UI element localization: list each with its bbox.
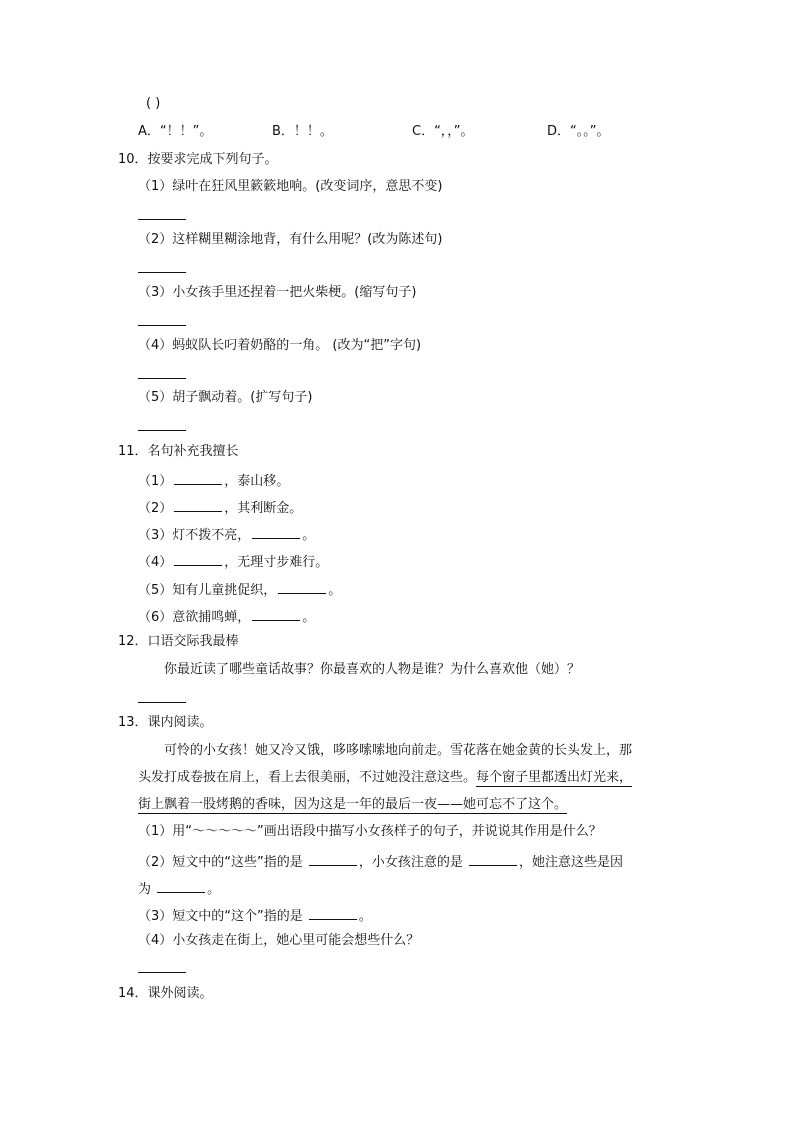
q13-passage-line-3 bbox=[138, 798, 567, 811]
q11-title: 11．名句补充我擅长 bbox=[118, 444, 239, 459]
q10-item-2: （2）这样糊里糊涂地背，有什么用呢？(改为陈述句) bbox=[138, 232, 443, 247]
q10-answer-line-4[interactable] bbox=[138, 378, 186, 379]
q13-question-1: （1）用“～～～～～”画出语段中描写小女孩样子的句子，并说说其作用是什么？ bbox=[138, 824, 602, 839]
q11-item-5 bbox=[138, 581, 341, 597]
q9-option-a: A．“！！”。 bbox=[138, 124, 213, 139]
q13-q2-part-d: 为 bbox=[138, 882, 152, 897]
q11-item-2-post: ，其利断金。 bbox=[224, 501, 303, 516]
q13-question-2-cont bbox=[138, 880, 220, 896]
q11-blank-3[interactable] bbox=[252, 526, 300, 539]
q11-item-6-post: 。 bbox=[302, 610, 316, 625]
q13-q2-blank-1[interactable] bbox=[309, 853, 357, 866]
q13-question-3 bbox=[138, 907, 372, 923]
q10-answer-line-3[interactable] bbox=[138, 325, 186, 326]
q13-question-2 bbox=[138, 853, 623, 869]
q14-title: 14．课外阅读。 bbox=[118, 986, 213, 1001]
q11-item-1-pre: （1） bbox=[138, 474, 173, 489]
q13-passage-line-1: 可怜的小女孩！她又冷又饿，哆哆嗦嗦地向前走。雪花落在她金黄的长头发上，那 bbox=[164, 743, 633, 758]
q10-item-1: （1）绿叶在狂风里簌簌地响。(改变词序，意思不变) bbox=[138, 179, 443, 194]
q13-answer-line[interactable] bbox=[138, 972, 186, 973]
q9-option-b: B．！！。 bbox=[272, 124, 333, 139]
q13-q2-part-b: ，小女孩注意的是 bbox=[358, 855, 463, 870]
q11-blank-1[interactable] bbox=[174, 472, 222, 485]
q10-item-5: （5）胡子飘动着。(扩写句子) bbox=[138, 390, 313, 405]
q13-q2-blank-3[interactable] bbox=[157, 880, 205, 893]
q13-q3-blank[interactable] bbox=[309, 907, 357, 920]
q11-item-4 bbox=[138, 553, 328, 569]
q10-answer-line-2[interactable] bbox=[138, 272, 186, 273]
q9-option-c: C．“，，”。 bbox=[412, 124, 474, 139]
q9-option-d: D．“。。”。 bbox=[547, 124, 610, 139]
q12-answer-line[interactable] bbox=[138, 702, 186, 703]
q11-item-6 bbox=[138, 608, 315, 624]
q11-blank-5[interactable] bbox=[278, 581, 326, 594]
q11-blank-6[interactable] bbox=[252, 608, 300, 621]
q11-blank-2[interactable] bbox=[174, 499, 222, 512]
q13-passage-underlined-1: 每个窗子里都透出灯光来， bbox=[476, 770, 633, 785]
q11-item-6-pre: （6）意欲捕鸣蝉， bbox=[138, 610, 251, 625]
q11-item-3 bbox=[138, 526, 315, 542]
q13-title: 13．课内阅读。 bbox=[118, 715, 213, 730]
q11-item-5-post: 。 bbox=[328, 583, 342, 598]
q11-blank-4[interactable] bbox=[174, 553, 222, 566]
q13-passage-line-2 bbox=[138, 771, 632, 784]
q13-q2-blank-2[interactable] bbox=[469, 853, 517, 866]
q11-item-4-post: ，无理寸步难行。 bbox=[224, 555, 329, 570]
q9-answer-paren: ( ) bbox=[146, 96, 161, 111]
q11-item-1-post: ，泰山移。 bbox=[224, 474, 290, 489]
q10-title: 10．按要求完成下列句子。 bbox=[118, 152, 278, 167]
q12-title: 12．口语交际我最棒 bbox=[118, 634, 239, 649]
q10-answer-line-1[interactable] bbox=[138, 219, 186, 220]
q13-question-4: （4）小女孩走在街上，她心里可能会想些什么？ bbox=[138, 933, 420, 948]
q10-item-3: （3）小女孩手里还捏着一把火柴梗。(缩写句子) bbox=[138, 285, 417, 300]
q12-prompt: 你最近读了哪些童话故事？你最喜欢的人物是谁？为什么喜欢他（她）？ bbox=[164, 662, 581, 677]
q11-item-2 bbox=[138, 499, 302, 515]
q11-item-3-pre: （3）灯不拨不亮， bbox=[138, 528, 251, 543]
q13-q3-part-b: 。 bbox=[358, 909, 372, 924]
q13-q2-part-e: 。 bbox=[207, 882, 221, 897]
q13-passage-underlined-2: 街上飘着一股烤鹅的香味，因为这是一年的最后一夜——她可忘不了这个。 bbox=[138, 797, 568, 812]
q13-q3-part-a: （3）短文中的“这个”指的是 bbox=[138, 909, 303, 924]
q13-q2-part-c: ，她注意这些是因 bbox=[519, 855, 624, 870]
q13-passage-line-2-text: 头发打成卷披在肩上，看上去很美丽，不过她没注意这些。 bbox=[138, 770, 477, 785]
q10-answer-line-5[interactable] bbox=[138, 430, 186, 431]
q11-item-1 bbox=[138, 472, 289, 488]
q11-item-2-pre: （2） bbox=[138, 501, 173, 516]
q11-item-3-post: 。 bbox=[302, 528, 316, 543]
q11-item-4-pre: （4） bbox=[138, 555, 173, 570]
q10-item-4: （4）蚂蚁队长叼着奶酪的一角。 (改为“把”字句) bbox=[138, 338, 422, 353]
q13-q2-part-a: （2）短文中的“这些”指的是 bbox=[138, 855, 303, 870]
q11-item-5-pre: （5）知有儿童挑促织， bbox=[138, 583, 277, 598]
